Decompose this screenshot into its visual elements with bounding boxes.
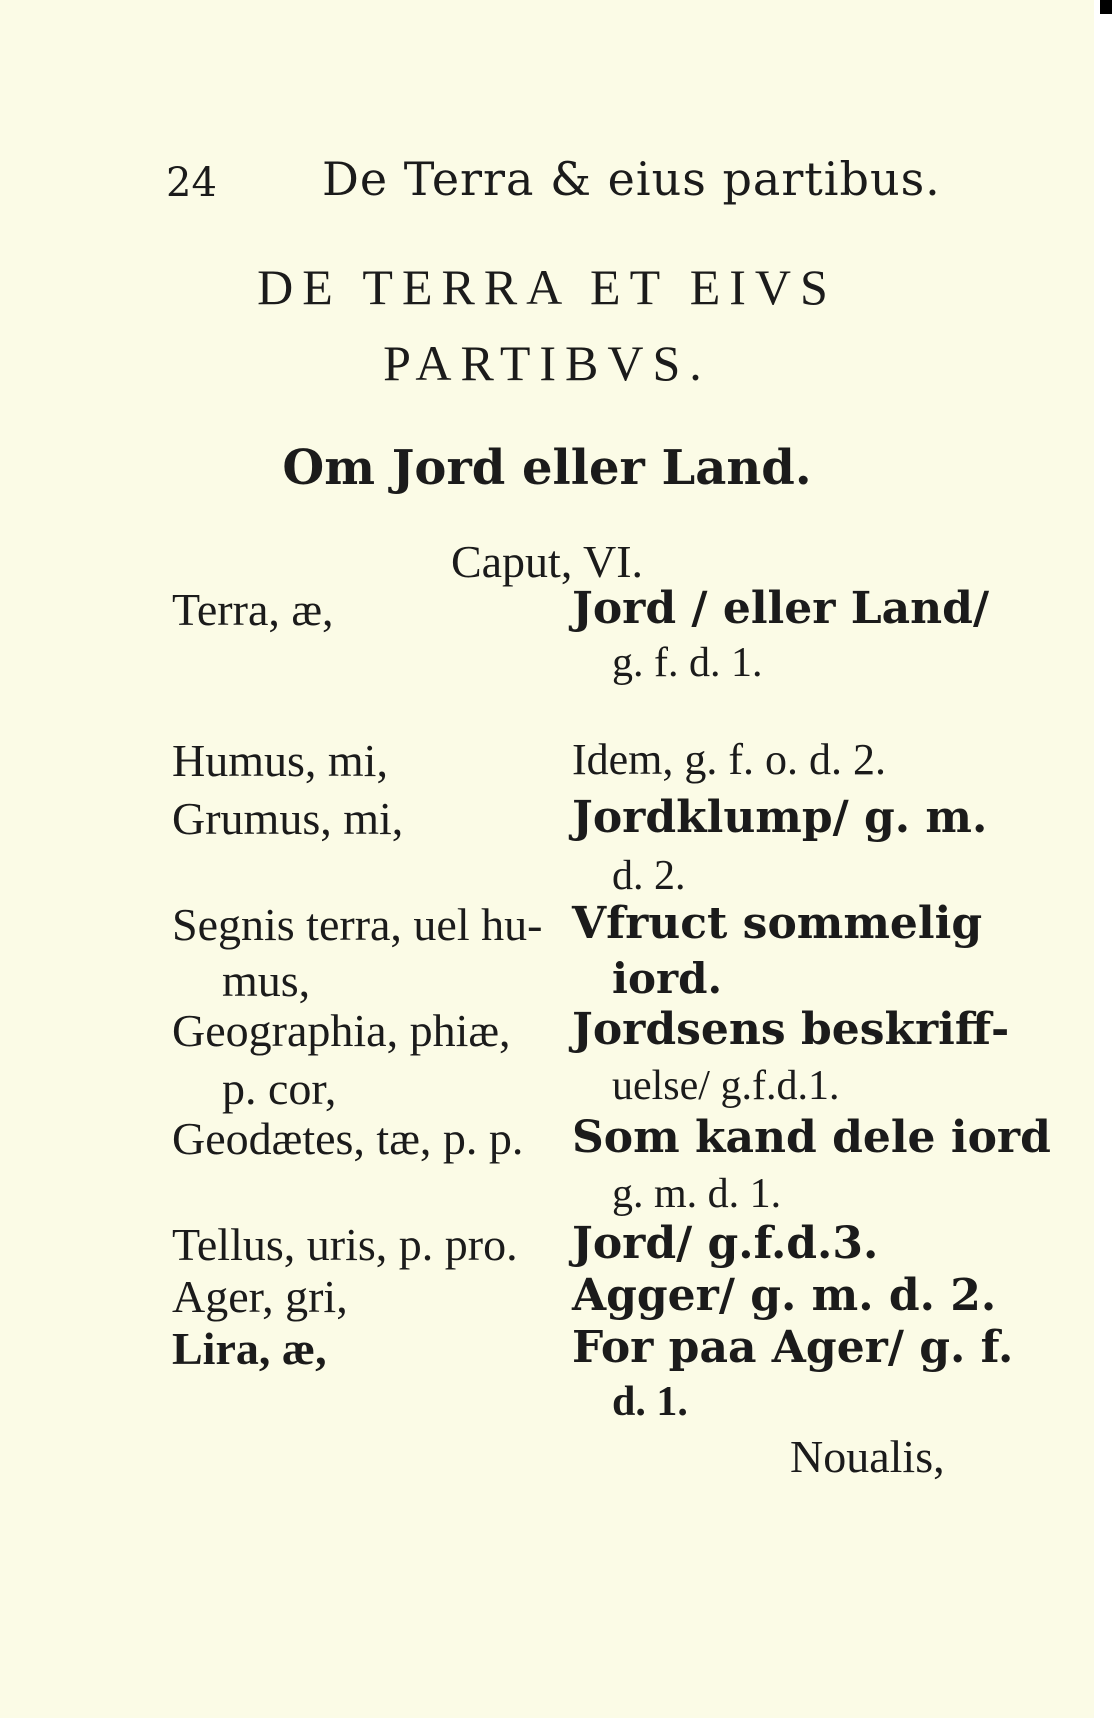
latin-term: Geodætes, tæ, p. p. [172, 1113, 524, 1164]
danish-gloss: Idem, g. f. o. d. 2. [572, 735, 887, 784]
latin-term: Lira, æ, [172, 1323, 327, 1374]
latin-term: Tellus, uris, p. pro. [172, 1219, 518, 1270]
latin-term-cont: p. cor, [222, 1063, 337, 1114]
danish-gloss: Agger/ g. m. d. 2. [572, 1270, 997, 1321]
catchword: Noualis, [790, 1431, 945, 1482]
danish-gloss: Jordklump/ g. m. [572, 792, 988, 843]
latin-term: Segnis terra, uel hu- [172, 899, 543, 950]
scan-corner-mark [1100, 0, 1112, 14]
danish-gloss-cont: g. f. d. 1. [612, 640, 763, 686]
danish-gloss: Jordsens beskriff- [572, 1004, 1010, 1055]
latin-term-cont: mus, [222, 955, 311, 1006]
danish-gloss-cont: g. m. d. 1. [612, 1171, 782, 1217]
latin-term: Geographia, phiæ, [172, 1005, 511, 1056]
danish-gloss: For paa Ager/ g. f. [572, 1322, 1014, 1373]
danish-subtitle: Om Jord eller Land. [282, 440, 812, 496]
danish-gloss: Jord/ g.f.d.3. [572, 1218, 879, 1269]
danish-gloss: Jord / eller Land/ [572, 583, 990, 634]
danish-gloss-cont: d. 1. [612, 1379, 688, 1425]
chapter-number: Caput, VI. [450, 536, 644, 587]
danish-gloss-cont: iord. [612, 954, 723, 1003]
page-number: 24 [166, 160, 217, 206]
running-title: De Terra & eius partibus. [322, 152, 941, 206]
latin-term: Grumus, mi, [172, 793, 404, 844]
danish-gloss-cont: uelse/ g.f.d.1. [612, 1063, 840, 1109]
latin-term: Humus, mi, [172, 735, 388, 786]
danish-gloss: Som kand dele iord [572, 1112, 1051, 1163]
chapter-title-line-1: DE TERRA ET EIVS [257, 259, 837, 315]
danish-gloss-cont: d. 2. [612, 853, 686, 899]
scan-margin [1094, 0, 1112, 1718]
latin-term: Terra, æ, [172, 584, 334, 635]
danish-gloss: Vfruct sommelig [572, 898, 983, 949]
latin-term: Ager, gri, [172, 1271, 348, 1322]
page-header [0, 150, 1094, 210]
chapter-title-line-2: PARTIBVS. [383, 335, 711, 391]
